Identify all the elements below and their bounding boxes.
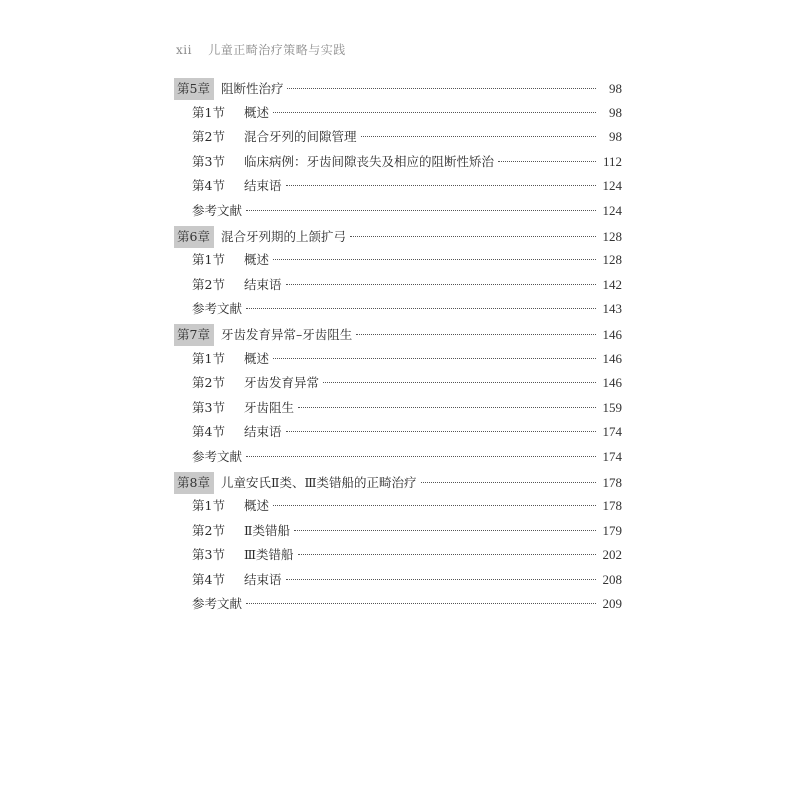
page-number: 209: [602, 596, 622, 612]
page-number: 98: [609, 129, 622, 145]
section-title: 参考文献: [192, 448, 243, 464]
dot-leader: [273, 259, 596, 260]
page-number: 159: [602, 399, 622, 415]
dot-leader: [246, 308, 596, 309]
chapter-title: 牙齿发育异常–牙齿阻生: [220, 326, 353, 342]
chapter-label: 第6章: [174, 226, 214, 248]
section-label: 第1节: [192, 350, 225, 366]
toc-chapter-entry[interactable]: [174, 78, 622, 103]
toc-section-entry[interactable]: [174, 373, 622, 398]
page-number: 202: [602, 547, 622, 563]
dot-leader: [286, 284, 596, 285]
dot-leader: [273, 112, 596, 113]
toc-section-entry[interactable]: [174, 521, 622, 546]
toc-section-entry[interactable]: [174, 127, 622, 152]
chapter-label: 第5章: [174, 78, 214, 100]
running-header: [176, 41, 346, 58]
section-label: 第4节: [192, 424, 225, 440]
page-number: 98: [609, 104, 622, 120]
dot-leader: [286, 579, 596, 580]
section-label: 第2节: [192, 129, 225, 145]
dot-leader: [298, 554, 596, 555]
page-number: 174: [602, 424, 622, 440]
page-number: 124: [602, 178, 622, 194]
section-title: 结束语: [244, 178, 282, 194]
section-title: 结束语: [244, 424, 282, 440]
section-label: 第3节: [192, 547, 225, 563]
section-title: 牙齿阻生: [244, 399, 295, 415]
page-number: 146: [602, 375, 622, 391]
dot-leader: [361, 136, 596, 137]
section-title: Ⅲ类错船: [244, 547, 294, 563]
toc-chapter-entry[interactable]: [174, 472, 622, 497]
section-label: 第1节: [192, 252, 225, 268]
section-title: 参考文献: [192, 301, 243, 317]
section-label: 第3节: [192, 399, 225, 415]
toc-references-entry[interactable]: [174, 594, 622, 619]
section-label: 第4节: [192, 571, 225, 587]
toc-chapter-entry[interactable]: [174, 324, 622, 349]
chapter-title: 阻断性治疗: [220, 81, 284, 96]
section-label: 第2节: [192, 276, 225, 292]
section-title: Ⅱ类错船: [244, 522, 290, 538]
toc-chapter-entry[interactable]: [174, 226, 622, 251]
chapter-label: 第7章: [174, 324, 214, 346]
chapter-title: 儿童安氏Ⅱ类、Ⅲ类错船的正畸治疗: [220, 474, 417, 490]
page-folio: xii: [176, 43, 192, 57]
section-label: 第4节: [192, 178, 225, 194]
page-number: 178: [602, 474, 622, 490]
toc-section-entry[interactable]: [174, 152, 622, 177]
dot-leader: [298, 407, 596, 408]
toc-references-entry[interactable]: [174, 447, 622, 472]
page-number: 124: [602, 202, 622, 218]
section-label: 第1节: [192, 498, 225, 514]
toc-references-entry[interactable]: [174, 201, 622, 226]
dot-leader: [498, 161, 596, 162]
section-label: 第1节: [192, 104, 225, 120]
section-label: 第2节: [192, 375, 225, 391]
page-number: 178: [602, 498, 622, 514]
dot-leader: [294, 530, 596, 531]
toc-section-entry[interactable]: [174, 349, 622, 374]
dot-leader: [356, 334, 596, 335]
page-number: 98: [609, 81, 622, 96]
section-label: 第3节: [192, 153, 225, 169]
toc-section-entry[interactable]: [174, 275, 622, 300]
dot-leader: [286, 185, 596, 186]
page-number: 174: [602, 448, 622, 464]
section-title: 概述: [244, 104, 270, 120]
dot-leader: [323, 382, 596, 383]
toc-section-entry[interactable]: [174, 570, 622, 595]
dot-leader: [246, 456, 596, 457]
toc-section-entry[interactable]: [174, 496, 622, 521]
page-number: 146: [602, 350, 622, 366]
section-title: 牙齿发育异常: [244, 375, 320, 391]
section-title: 结束语: [244, 571, 282, 587]
dot-leader: [421, 482, 596, 483]
dot-leader: [273, 505, 596, 506]
dot-leader: [350, 236, 596, 237]
table-of-contents: [174, 78, 622, 619]
page-number: 143: [602, 301, 622, 317]
page-number: 146: [602, 326, 622, 342]
dot-leader: [246, 603, 596, 604]
toc-section-entry[interactable]: [174, 422, 622, 447]
chapter-label: 第8章: [174, 472, 214, 494]
page-number: 208: [602, 571, 622, 587]
page-number: 128: [602, 252, 622, 268]
section-title: 结束语: [244, 276, 282, 292]
toc-references-entry[interactable]: [174, 299, 622, 324]
dot-leader: [286, 431, 596, 432]
section-title: 概述: [244, 350, 270, 366]
dot-leader: [287, 88, 596, 89]
toc-section-entry[interactable]: [174, 545, 622, 570]
section-title: 概述: [244, 498, 270, 514]
page-number: 142: [602, 276, 622, 292]
toc-section-entry[interactable]: [174, 103, 622, 128]
section-title: 混合牙列的间隙管理: [244, 129, 357, 145]
book-title: 儿童正畸治疗策略与实践: [208, 43, 346, 57]
page-number: 128: [602, 228, 622, 244]
section-label: 第2节: [192, 522, 225, 538]
section-title: 参考文献: [192, 596, 243, 612]
chapter-title: 混合牙列期的上颌扩弓: [220, 228, 346, 244]
section-title: 参考文献: [192, 202, 243, 218]
toc-section-entry[interactable]: [174, 398, 622, 423]
page-number: 179: [602, 522, 622, 538]
dot-leader: [246, 210, 596, 211]
toc-section-entry[interactable]: [174, 176, 622, 201]
dot-leader: [273, 358, 596, 359]
section-title: 概述: [244, 252, 270, 268]
section-title: 临床病例：牙齿间隙丧失及相应的阻断性矫治: [244, 153, 495, 169]
toc-section-entry[interactable]: [174, 250, 622, 275]
page-number: 112: [602, 153, 622, 169]
